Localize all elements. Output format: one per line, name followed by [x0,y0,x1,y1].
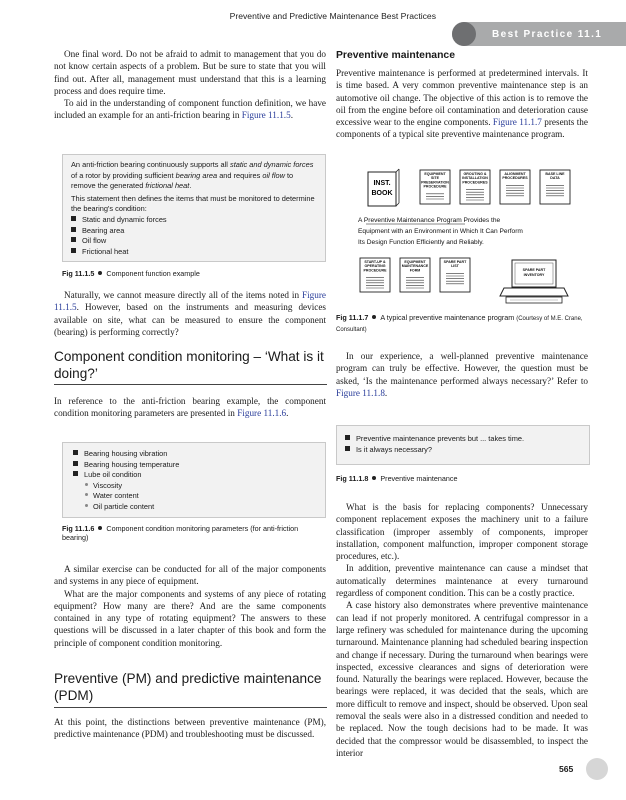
right-column-body [336,501,588,759]
text: Preventive maintenance is performed at predetermined intervals. It is time based. A very common preventive maintenance step is an automotive oil change. The objective of this action is to remove the oil from the engine before oil contamination and deterioration cause excessive wear to the engine components. [336,68,588,128]
section-heading: Preventive maintenance [336,50,455,61]
document-label: OPERATING [364,264,386,269]
document-label: PRESERVATION [421,180,449,185]
document-label: EQUIPMENT [404,260,426,264]
text: To aid in the understanding of component function definition, we have included an example for an anti-friction bearing in [54,98,326,121]
document-label: INSTALLATION [462,176,488,181]
section-heading: Component condition monitoring – ‘What is it doing?’ [54,349,324,381]
square-bullet-icon [71,216,76,221]
square-bullet-icon [73,461,78,466]
diagram-caption-line: Its Design Function Efficiently and Reliably. [358,239,484,246]
left-column-p3 [54,289,326,338]
right-column-p1 [336,67,588,141]
document-label: EQUIPMENT [424,172,446,176]
diagram-caption-line: Equipment with an Environment in Which It Can Perform [358,228,523,235]
text: . [384,387,388,398]
list-item-label: Bearing area [82,225,125,235]
preventive-maintenance-program-diagram [336,158,592,308]
heading-rule [54,707,327,708]
emphasis: static and dynamic forces [230,160,314,169]
text: and requires [217,170,263,180]
document-label: SITE [431,176,439,181]
list-item [345,434,581,445]
emphasis: frictional heat [145,181,190,191]
list-item-label: Static and dynamic forces [82,214,167,224]
list-item-label: Is it always necessary? [356,444,432,454]
square-bullet-icon [71,237,76,242]
box-statement [71,160,317,192]
list-item-label: Frictional heat [82,246,129,256]
left-column-intro [54,48,326,122]
paragraph [54,289,326,338]
figure-caption [62,524,326,543]
document-label: FORM [409,268,421,273]
figure-link[interactable]: Figure 11.1.6 [237,408,287,419]
bullet-icon [98,271,102,275]
square-bullet-icon [71,227,76,232]
text: . [286,408,289,419]
page-corner-circle [586,758,608,780]
paragraph [54,97,326,122]
box-statement-2: This statement then defines the items that must be monitored to determine the bearing's condition: [71,193,315,214]
paragraph [54,395,326,420]
list-item [73,449,315,460]
dot-bullet-icon [85,483,88,486]
document-label: BASE LINE [545,172,565,176]
list-item-label: Preventive maintenance prevents but ... takes time. [356,434,525,443]
figure-11-1-5-box [62,154,326,262]
right-column-p2 [336,350,588,399]
text: Naturally, we cannot measure directly all of the items noted in [64,290,302,300]
dot-bullet-icon [85,493,88,496]
figure-caption [336,313,592,336]
caption-text: A typical preventive maintenance program [380,313,515,322]
emphasis: bearing area [175,170,218,180]
caption-text: Component condition monitoring parameters (for anti-friction bearing) [62,524,299,543]
dot-bullet-icon [85,504,88,507]
paragraph: What is the basis for replacing components? Unnecessary component replacement exposes the machinery unit to a failure classification (improper assembly of components, improper installation, component malfunction, improper component storage procedures, etc.). [336,502,588,562]
bottom-document-icon [400,258,430,292]
diagram-caption-line: A Preventive Maintenance Program Provides the [358,217,501,224]
list-item [71,226,317,237]
figure-link[interactable]: Figure 11.1.7 [492,117,542,128]
figure-link[interactable]: Figure 11.1.8 [336,387,385,398]
list-item [71,236,317,247]
left-column-p5 [54,563,326,649]
document-label: PROCEDURES [502,176,528,181]
paragraph: What are the major components and systems of any piece of rotating equipment? How many are there? And are the same components contained in any type of rotating equipment? The answers to these questions will be discussed in a later chapter of this book and form the principle of component condition monitoring. [54,588,326,648]
document-label: PROCEDURE [423,184,447,189]
square-bullet-icon [345,435,350,440]
book-label: BOOK [371,190,393,197]
figure-number: Fig 11.1.7 [336,313,369,322]
list-item-label: Bearing housing vibration [84,449,168,458]
top-document-icon [420,170,450,204]
list-item-label: Oil particle content [93,501,155,511]
list-item-label: Water content [93,491,139,501]
figure-number: Fig 11.1.8 [336,474,369,483]
document-label: MAINTENANCE [401,264,429,269]
caption-text: Component function example [106,269,200,278]
sub-list-item [73,481,315,492]
list-item [345,445,581,456]
paragraph: A case history also demonstrates where preventive maintenance can lead if not properly monitored. A centrifugal compressor in a large refinery was scheduled for maintenance during the upcoming turnaround. Maintenance planning had scheduled bearing inspection and change if necessary. During the turnaround when bearings were inspected, excessive clearances and signs of deterioration were found. Naturally the bearings were replaced. However, because the bearings were replaced, it was decided that the seals, which are more difficult to remove and inspect, should be observed. Upon seal removal the seals were also in a distressed condition and needed to be replaced. Now the tough decisions had to be made. It was decided that the compressor would be disassembled, to inspect the interior [336,600,588,758]
book-label: INST. [373,180,391,187]
text: In our experience, a well-planned preventive maintenance program can truly be effective. However, the question must be asked, ‘Is the maintenance performed always necessary?’ Refer to [336,351,588,386]
square-bullet-icon [73,471,78,476]
left-column-p4 [54,395,326,420]
top-document-icon [500,170,530,204]
paragraph: A similar exercise can be conducted for all of the major components and systems in any piece of equipment. [54,564,326,587]
bullet-icon [372,476,376,480]
left-column-p7 [54,716,326,741]
paragraph: One final word. Do not be afraid to admit to management that you do not know certain aspects of a problem. But be sure to state that you will find out. After all, management must understand that this is a learning process and does require time. [54,49,326,96]
paragraph [336,67,588,141]
page-number: 565 [559,764,574,774]
text: . [189,181,192,191]
document-label: PROCEDURE [363,268,387,273]
caption-text: Preventive maintenance [380,474,458,483]
document-label: SPARE PART [443,260,467,264]
text: . However, based on the instruments and measuring devices available on site, what can be measured to ensure the component (bearing) is performing correctly? [54,302,326,337]
text: . [290,110,293,121]
bottom-document-icon [360,258,390,292]
heading-rule [54,384,327,385]
instruction-book-icon [368,169,399,206]
screen-label: SPARE PART [522,268,546,272]
document-label: PROCEDURES [462,180,488,185]
document-label: DATA [550,176,560,181]
paragraph [336,350,588,399]
bullet-icon [98,526,102,530]
list-item-label: Lube oil condition [84,470,142,480]
list-item-label: Viscosity [93,480,123,490]
list-item [73,470,315,481]
figure-number: Fig 11.1.5 [62,269,95,278]
document-label: ALIGNMENT [504,172,526,176]
section-heading: Preventive (PM) and predictive maintenance (PDM) [54,671,322,703]
figure-link[interactable]: Figure 11.1.5 [241,110,291,121]
text: In reference to the anti-friction bearing example, the component condition monitoring parameters are presented in [54,396,326,419]
sub-list-item [73,502,315,513]
section-tab-circle [452,22,476,46]
figure-caption [336,474,590,483]
figure-link[interactable]: Figure 11.1.5 [54,290,326,313]
text: An anti-friction bearing continuously supports all [71,160,230,169]
figure-11-1-8-box [336,425,590,465]
text: of a rotor by providing sufficient [71,170,176,180]
square-bullet-icon [345,446,350,451]
top-document-icon [460,170,490,204]
top-document-icon [540,170,570,204]
document-label: START-UP & [364,260,386,264]
page-header [0,0,626,40]
list-item [73,460,315,471]
caption-credit: (Courtesy of M.E. Crane, Consultant) [336,316,583,334]
list-item-label: Bearing housing temperature [84,459,180,469]
sub-list-item [73,491,315,502]
figure-number: Fig 11.1.6 [62,524,95,533]
bottom-document-icon [440,258,470,292]
paragraph: In addition, preventive maintenance can cause a mindset that automatically determines maintenance at every turnaround regardless of component condition. This can be a costly practice. [336,563,588,599]
square-bullet-icon [71,248,76,253]
bullet-icon [372,315,376,319]
document-label: LIST [451,264,459,269]
running-title: Preventive and Predictive Maintenance Best Practices [229,11,436,21]
list-item-label: Oil flow [82,236,107,246]
list-item [71,247,317,258]
emphasis: oil flow [262,170,285,180]
list-item [71,215,317,226]
figure-11-1-6-box [62,442,326,518]
document-label: GROUTING & [463,172,487,176]
figure-caption [62,269,326,278]
text: to remove the generated [71,170,294,191]
paragraph: At this point, the distinctions between preventive maintenance (PM), predictive maintenance (PDM) and troubleshooting must be discussed. [54,717,326,740]
section-tab-label: Best Practice 11.1 [492,29,603,40]
square-bullet-icon [73,450,78,455]
screen-label: INVENTORY [523,273,545,277]
text: presents the components of a typical site preventive maintenance program. [336,117,588,140]
